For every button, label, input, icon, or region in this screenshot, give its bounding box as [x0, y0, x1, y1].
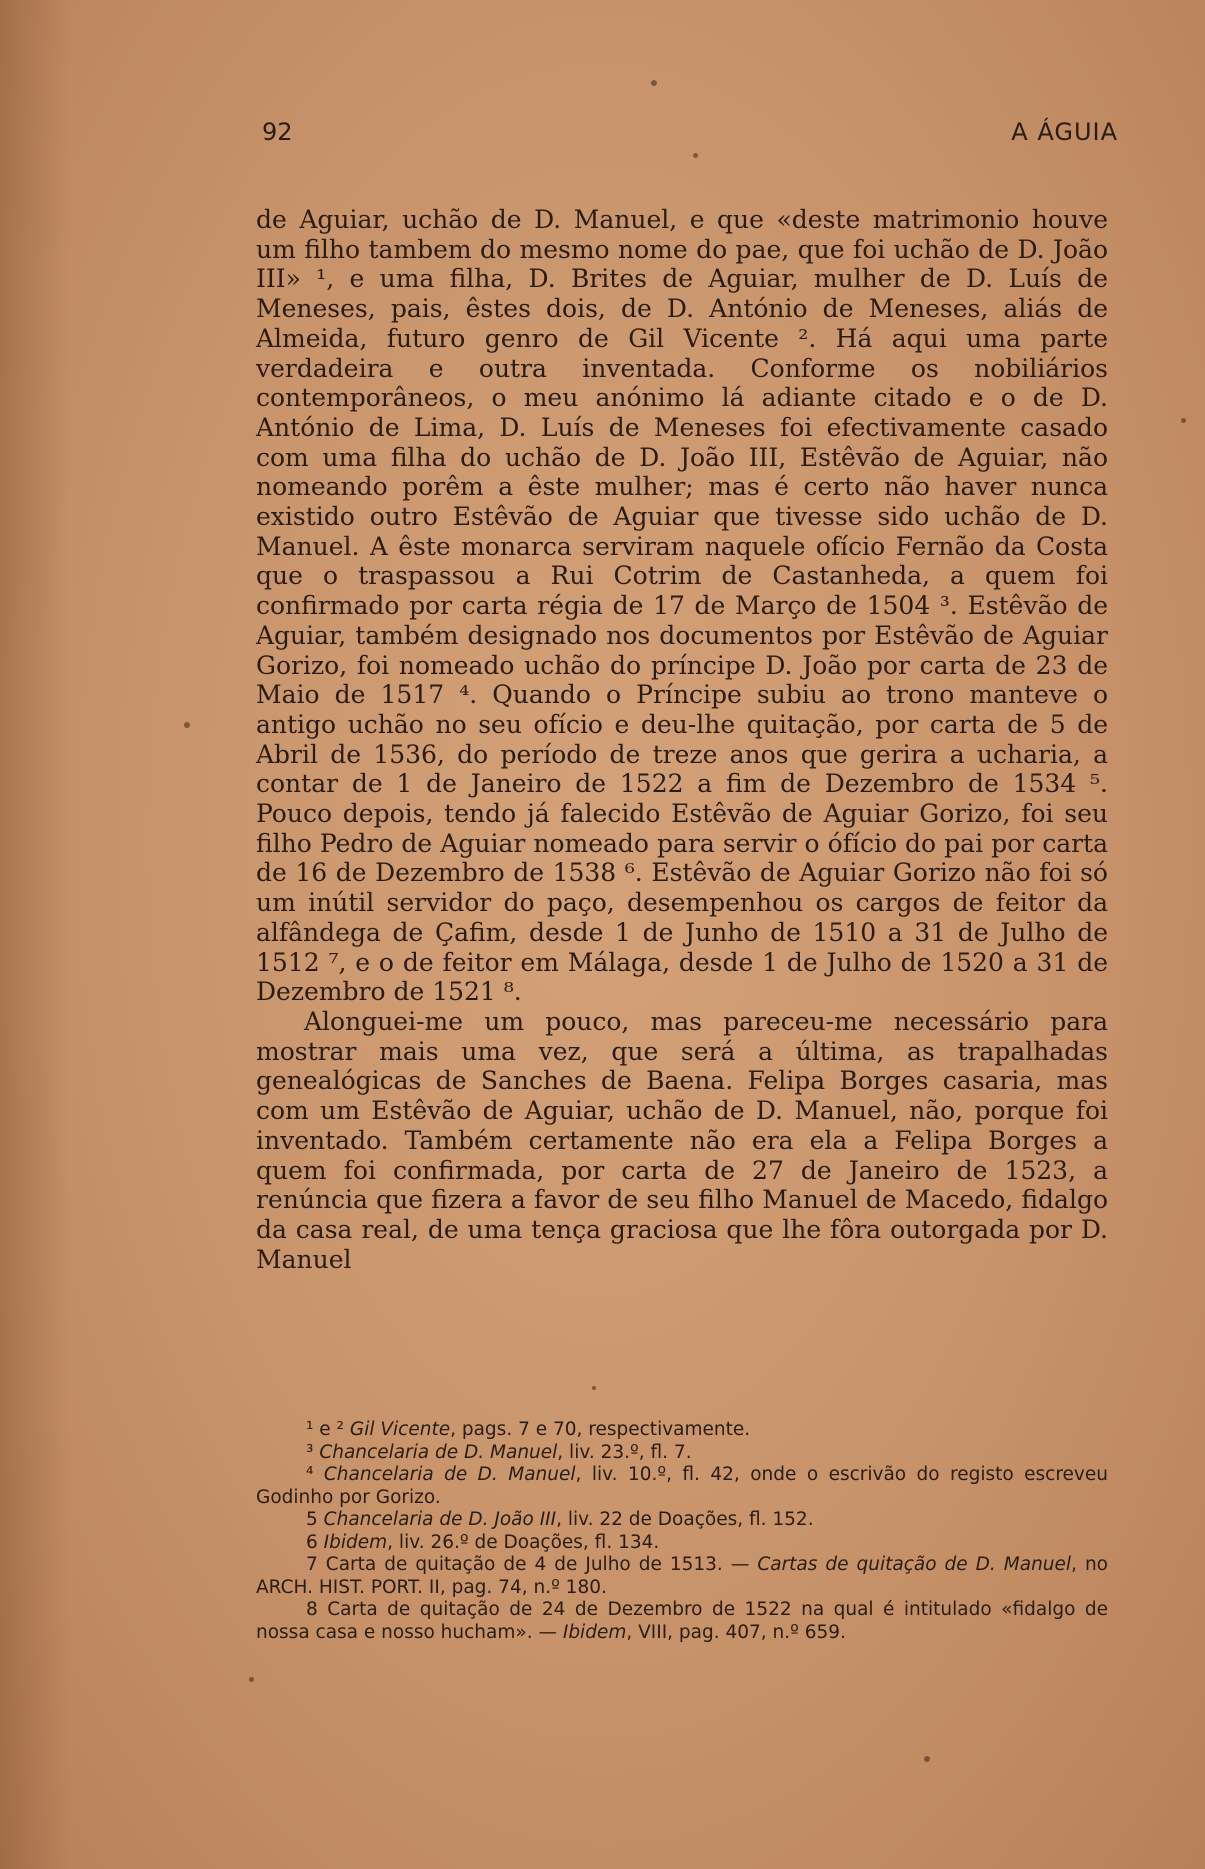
- paper-spot: [651, 80, 657, 86]
- paper-spot: [924, 1756, 930, 1762]
- paper-spot: [249, 1677, 254, 1682]
- paper-spot: [184, 722, 190, 728]
- running-title: A ÁGUIA: [1011, 118, 1118, 146]
- paper-spot: [693, 153, 698, 158]
- footnote: 7 Carta de quitação de 4 de Julho de 1513. — Cartas de quitação de D. Manuel, no ARCH. HIST. PORT. II, pag. 74, n.º 180.: [256, 1554, 1108, 1598]
- footnote: 5 Chancelaria de D. João III, liv. 22 de Doações, fl. 152.: [306, 1509, 814, 1530]
- page-header: [262, 118, 1118, 152]
- footnote: ⁴ Chancelaria de D. Manuel, liv. 10.º, fl. 42, onde o escrivão do registo escreveu Godinho por Gorizo.: [256, 1464, 1108, 1508]
- footnote: ¹ e ² Gil Vicente, pags. 7 e 70, respectivamente.: [306, 1419, 751, 1440]
- paper-spot: [1181, 418, 1186, 423]
- paper-spot: [592, 1386, 596, 1390]
- footnote: 6 Ibidem, liv. 26.º de Doações, fl. 134.: [306, 1531, 660, 1553]
- footnote: ³ Chancelaria de D. Manuel, liv. 23.º, fl. 7.: [306, 1441, 692, 1463]
- footnotes: [256, 1419, 1108, 1644]
- page-number: 92: [262, 118, 293, 146]
- paragraph-2: Alonguei-me um pouco, mas pareceu-me necessário para mostrar mais uma vez, que será a última, as trapalhadas genealógicas de Sanches de Baena. Felipa Borges casaria, mas com um Estêvão de Aguiar, uchão de D. Manuel, não, porque foi inventado. Também certamente não era ela a Felipa Borges a quem foi confirmada, por carta de 27 de Janeiro de 1523, a renúncia que fizera a favor de seu filho Manuel de Macedo, fidalgo da casa real, de uma tença graciosa que lhe fôra outorgada por D. Manuel: [256, 1006, 1108, 1274]
- page-binding-shadow: [0, 0, 70, 1869]
- footnote: 8 Carta de quitação de 24 de Dezembro de 1522 na qual é intitulado «fidalgo de nossa casa e nosso hucham». — Ibidem, VIII, pag. 407, n.º 659.: [256, 1599, 1108, 1643]
- body-text: [256, 205, 1108, 1274]
- paragraph-1: de Aguiar, uchão de D. Manuel, e que «deste matrimonio houve um filho tambem do mesmo nome do pae, que foi uchão de D. João III» ¹, e uma filha, D. Brites de Aguiar, mulher de D. Luís de Meneses, pais, êstes dois, de D. António de Meneses, aliás de Almeida, futuro genro de Gil Vicente ². Há aqui uma parte verdadeira e outra inventada. Conforme os nobiliários contemporâneos, o meu anónimo lá adiante citado e o de D. António de Lima, D. Luís de Meneses foi efectivamente casado com uma filha do uchão de D. João III, Estêvão de Aguiar, não nomeando porêm a êste mulher; mas é certo não haver nunca existido outro Estêvão de Aguiar que tivesse sido uchão de D. Manuel. A êste monarca serviram naquele ofício Fernão da Costa que o traspassou a Rui Cotrim de Castanheda, a quem foi confirmado por carta régia de 17 de Março de 1504 ³. Estêvão de Aguiar, também designado nos documentos por Estêvão de Aguiar Gorizo, foi nomeado uchão do príncipe D. João por carta de 23 de Maio de 1517 ⁴. Quando o Príncipe subiu ao trono manteve o antigo uchão no seu ofício e deu-lhe quitação, por carta de 5 de Abril de 1536, do período de treze anos que gerira a ucharia, a contar de 1 de Janeiro de 1522 a fim de Dezembro de 1534 ⁵. Pouco depois, tendo já falecido Estêvão de Aguiar Gorizo, foi seu filho Pedro de Aguiar nomeado para servir o ófício do pai por carta de 16 de Dezembro de 1538 ⁶. Estêvão de Aguiar Gorizo não foi só um inútil servidor do paço, desempenhou os cargos de feitor da alfândega de Çafim, desde 1 de Junho de 1510 a 31 de Julho de 1512 ⁷, e o de feitor em Málaga, desde 1 de Julho de 1520 a 31 de Dezembro de 1521 ⁸.: [256, 205, 1108, 1007]
